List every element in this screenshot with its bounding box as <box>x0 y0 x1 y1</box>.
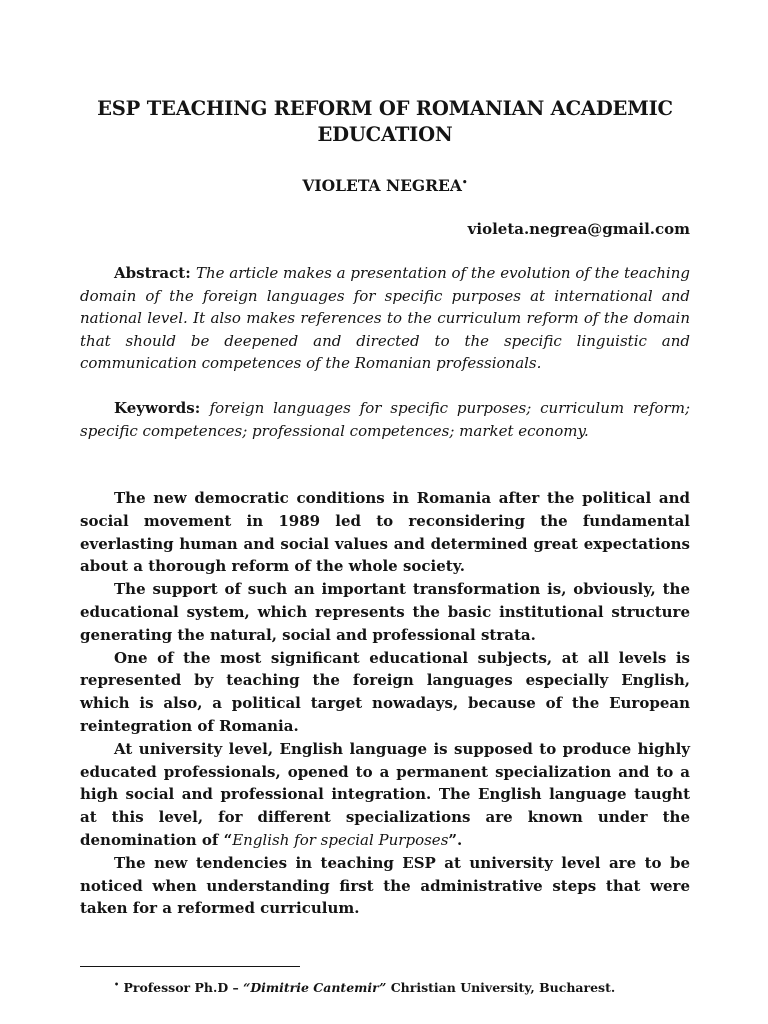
keywords-label: Keywords <box>114 399 195 417</box>
abstract-text: The article makes a presentation of the evolution of the teaching domain of the foreign languages for specific purposes at international and national level. It also makes references to the curriculum reform of the domain that should be deepened and directed to the specific linguistic and communication competences of the Romanian professionals. <box>80 264 690 372</box>
footnote: • Professor Ph.D – “Dimitrie Cantemir” Christian University, Bucharest. <box>114 979 616 995</box>
esp-term: English for special Purposes <box>232 830 449 849</box>
abstract: Abstract: The article makes a presentation of the evolution of the teaching domain of the foreign languages for specific purposes at international and national level. It also makes references to the curriculum reform of the domain that should be deepened and directed to the specific linguistic and communication competences of the Romanian professionals. <box>80 264 690 372</box>
body-text <box>80 487 690 920</box>
author-footnote-mark: • <box>461 178 468 188</box>
author-line <box>80 172 690 197</box>
keywords-text: foreign languages for specific purposes; curriculum reform; specific competences; professional competences; market economy. <box>80 399 690 440</box>
institution-name: “Dimitrie Cantemir” <box>243 980 387 995</box>
footnote-divider <box>80 966 300 967</box>
keywords: Keywords: foreign languages for specific purposes; curriculum reform; specific competences; professional competences; market economy. <box>80 399 690 440</box>
abstract-label: Abstract <box>114 264 186 282</box>
paper-title: ESP TEACHING REFORM OF ROMANIAN ACADEMIC EDUCATION <box>97 97 673 146</box>
footnote-mark: • <box>114 979 120 989</box>
paragraph-1: The new democratic conditions in Romania after the political and social movement in 1989 led to reconsidering the fundamental everlasting human and social values and determined great expectations about a thorough reform of the whole society. <box>80 489 690 576</box>
paragraph-2: The support of such an important transformation is, obviously, the educational system, which represents the basic institutional structure generating the natural, social and professional strata. <box>80 580 690 644</box>
author-email[interactable]: violeta.negrea@gmail.com <box>467 220 690 238</box>
paragraph-5: The new tendencies in teaching ESP at university level are to be noticed when understanding first the administrative steps that were taken for a reformed curriculum. <box>80 853 690 918</box>
author-name: VIOLETA NEGREA <box>302 176 462 195</box>
paragraph-4: At university level, English language is supposed to produce highly educated professionals, opened to a permanent specialization and to a high social and professional integration. The English language taught at this level, for different specializations are known under the denomination of “English for special Purposes”. <box>80 739 690 849</box>
paragraph-3: One of the most significant educational subjects, at all levels is represented by teaching the foreign languages especially English, which is also, a political target nowadays, because of the European reintegration of Romania. <box>80 648 690 735</box>
